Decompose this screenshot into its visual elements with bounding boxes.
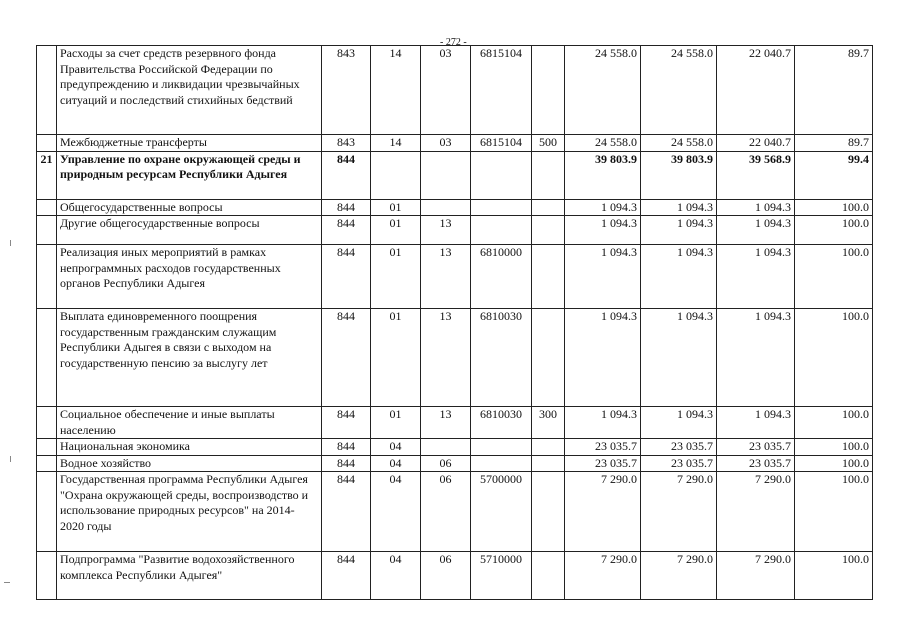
- item-name: Подпрограмма "Развитие водохозяйственного комплекса Республики Адыгея": [57, 552, 322, 600]
- refined-plan-amount: 1 094.3: [641, 245, 717, 309]
- section-code: 04: [371, 472, 421, 552]
- subsection-code: [421, 199, 471, 216]
- expense-type-code: [532, 151, 565, 199]
- section-code: 04: [371, 552, 421, 600]
- actual-amount: 1 094.3: [717, 245, 795, 309]
- table-row: [37, 245, 873, 309]
- plan-amount: 23 035.7: [565, 455, 641, 472]
- execution-percent: 100.0: [795, 472, 873, 552]
- ministry-code: 844: [322, 216, 371, 245]
- actual-amount: 1 094.3: [717, 309, 795, 407]
- subsection-code: 13: [421, 245, 471, 309]
- expense-type-code: [532, 309, 565, 407]
- margin-mark: [10, 456, 11, 462]
- ministry-code: 844: [322, 199, 371, 216]
- section-code: [371, 151, 421, 199]
- section-code: 04: [371, 455, 421, 472]
- refined-plan-amount: 23 035.7: [641, 439, 717, 456]
- section-code: 14: [371, 46, 421, 135]
- subsection-code: [421, 439, 471, 456]
- item-name: Водное хозяйство: [57, 455, 322, 472]
- target-article-code: 6810030: [471, 309, 532, 407]
- subsection-code: 03: [421, 46, 471, 135]
- row-number: [37, 199, 57, 216]
- ministry-code: 844: [322, 552, 371, 600]
- section-code: 01: [371, 407, 421, 439]
- plan-amount: 24 558.0: [565, 46, 641, 135]
- expense-type-code: [532, 245, 565, 309]
- item-name: Другие общегосударственные вопросы: [57, 216, 322, 245]
- page-number: - 272 -: [440, 37, 467, 48]
- section-code: 14: [371, 135, 421, 152]
- plan-amount: 7 290.0: [565, 472, 641, 552]
- execution-percent: 100.0: [795, 552, 873, 600]
- item-name: Выплата единовременного поощрения государственным гражданским служащим Республики Адыгея в связи с выходом на государственную пенсию за выслугу лет: [57, 309, 322, 407]
- target-article-code: 6815104: [471, 135, 532, 152]
- row-number: [37, 135, 57, 152]
- table-row: [37, 472, 873, 552]
- table-row: [37, 46, 873, 135]
- subsection-code: 03: [421, 135, 471, 152]
- item-name: Управление по охране окружающей среды и природным ресурсам Республики Адыгея: [57, 151, 322, 199]
- section-code: 01: [371, 245, 421, 309]
- refined-plan-amount: 1 094.3: [641, 216, 717, 245]
- row-number: [37, 455, 57, 472]
- expense-type-code: [532, 472, 565, 552]
- execution-percent: 100.0: [795, 199, 873, 216]
- expense-type-code: [532, 199, 565, 216]
- ministry-code: 844: [322, 455, 371, 472]
- section-code: 01: [371, 309, 421, 407]
- actual-amount: 23 035.7: [717, 455, 795, 472]
- item-name: Социальное обеспечение и иные выплаты населению: [57, 407, 322, 439]
- item-name: Национальная экономика: [57, 439, 322, 456]
- target-article-code: 5710000: [471, 552, 532, 600]
- execution-percent: 100.0: [795, 407, 873, 439]
- expense-type-code: 500: [532, 135, 565, 152]
- expense-type-code: 300: [532, 407, 565, 439]
- row-number: [37, 46, 57, 135]
- table-row: [37, 439, 873, 456]
- margin-mark: [10, 240, 11, 246]
- expense-type-code: [532, 455, 565, 472]
- actual-amount: 22 040.7: [717, 135, 795, 152]
- ministry-code: 844: [322, 151, 371, 199]
- refined-plan-amount: 39 803.9: [641, 151, 717, 199]
- item-name: Реализация иных мероприятий в рамках непрограммных расходов государственных органов Республики Адыгея: [57, 245, 322, 309]
- item-name: Общегосударственные вопросы: [57, 199, 322, 216]
- ministry-code: 843: [322, 46, 371, 135]
- table-row: [37, 552, 873, 600]
- actual-amount: 22 040.7: [717, 46, 795, 135]
- row-number: 21: [37, 151, 57, 199]
- ministry-code: 844: [322, 309, 371, 407]
- subsection-code: 13: [421, 216, 471, 245]
- plan-amount: 39 803.9: [565, 151, 641, 199]
- execution-percent: 89.7: [795, 135, 873, 152]
- refined-plan-amount: 24 558.0: [641, 46, 717, 135]
- plan-amount: 23 035.7: [565, 439, 641, 456]
- table-row: [37, 455, 873, 472]
- plan-amount: 1 094.3: [565, 407, 641, 439]
- execution-percent: 100.0: [795, 216, 873, 245]
- refined-plan-amount: 1 094.3: [641, 309, 717, 407]
- plan-amount: 1 094.3: [565, 245, 641, 309]
- target-article-code: [471, 216, 532, 245]
- ministry-code: 844: [322, 472, 371, 552]
- row-number: [37, 439, 57, 456]
- table-row: [37, 216, 873, 245]
- refined-plan-amount: 1 094.3: [641, 407, 717, 439]
- refined-plan-amount: 7 290.0: [641, 472, 717, 552]
- execution-percent: 100.0: [795, 455, 873, 472]
- subsection-code: 06: [421, 552, 471, 600]
- section-code: 01: [371, 199, 421, 216]
- item-name: Межбюджетные трансферты: [57, 135, 322, 152]
- plan-amount: 1 094.3: [565, 216, 641, 245]
- target-article-code: [471, 151, 532, 199]
- target-article-code: [471, 439, 532, 456]
- target-article-code: 6810030: [471, 407, 532, 439]
- expense-type-code: [532, 439, 565, 456]
- actual-amount: 39 568.9: [717, 151, 795, 199]
- section-code: 04: [371, 439, 421, 456]
- expense-type-code: [532, 216, 565, 245]
- plan-amount: 1 094.3: [565, 199, 641, 216]
- row-number: [37, 216, 57, 245]
- execution-percent: 100.0: [795, 245, 873, 309]
- subsection-code: 06: [421, 455, 471, 472]
- execution-percent: 99.4: [795, 151, 873, 199]
- subsection-code: 13: [421, 309, 471, 407]
- target-article-code: 6810000: [471, 245, 532, 309]
- ministry-code: 844: [322, 407, 371, 439]
- budget-table: [36, 45, 873, 600]
- plan-amount: 24 558.0: [565, 135, 641, 152]
- table-row: [37, 151, 873, 199]
- refined-plan-amount: 23 035.7: [641, 455, 717, 472]
- execution-percent: 100.0: [795, 309, 873, 407]
- subsection-code: [421, 151, 471, 199]
- actual-amount: 1 094.3: [717, 216, 795, 245]
- refined-plan-amount: 24 558.0: [641, 135, 717, 152]
- table-row: [37, 309, 873, 407]
- row-number: [37, 472, 57, 552]
- refined-plan-amount: 7 290.0: [641, 552, 717, 600]
- table-row: [37, 199, 873, 216]
- plan-amount: 1 094.3: [565, 309, 641, 407]
- row-number: [37, 407, 57, 439]
- ministry-code: 843: [322, 135, 371, 152]
- target-article-code: [471, 199, 532, 216]
- execution-percent: 89.7: [795, 46, 873, 135]
- actual-amount: 1 094.3: [717, 199, 795, 216]
- item-name: Расходы за счет средств резервного фонда Правительства Российской Федерации по предупреждению и ликвидации чрезвычайных ситуаций и последствий стихийных бедствий: [57, 46, 322, 135]
- ministry-code: 844: [322, 245, 371, 309]
- actual-amount: 1 094.3: [717, 407, 795, 439]
- actual-amount: 7 290.0: [717, 552, 795, 600]
- target-article-code: 6815104: [471, 46, 532, 135]
- target-article-code: 5700000: [471, 472, 532, 552]
- subsection-code: 06: [421, 472, 471, 552]
- section-code: 01: [371, 216, 421, 245]
- expense-type-code: [532, 552, 565, 600]
- item-name: Государственная программа Республики Адыгея "Охрана окружающей среды, воспроизводство и использование природных ресурсов" на 2014-2020 годы: [57, 472, 322, 552]
- table-row: [37, 135, 873, 152]
- expense-type-code: [532, 46, 565, 135]
- table-row: [37, 407, 873, 439]
- actual-amount: 7 290.0: [717, 472, 795, 552]
- actual-amount: 23 035.7: [717, 439, 795, 456]
- margin-mark: [4, 582, 10, 583]
- plan-amount: 7 290.0: [565, 552, 641, 600]
- subsection-code: 13: [421, 407, 471, 439]
- target-article-code: [471, 455, 532, 472]
- row-number: [37, 245, 57, 309]
- ministry-code: 844: [322, 439, 371, 456]
- refined-plan-amount: 1 094.3: [641, 199, 717, 216]
- row-number: [37, 309, 57, 407]
- execution-percent: 100.0: [795, 439, 873, 456]
- row-number: [37, 552, 57, 600]
